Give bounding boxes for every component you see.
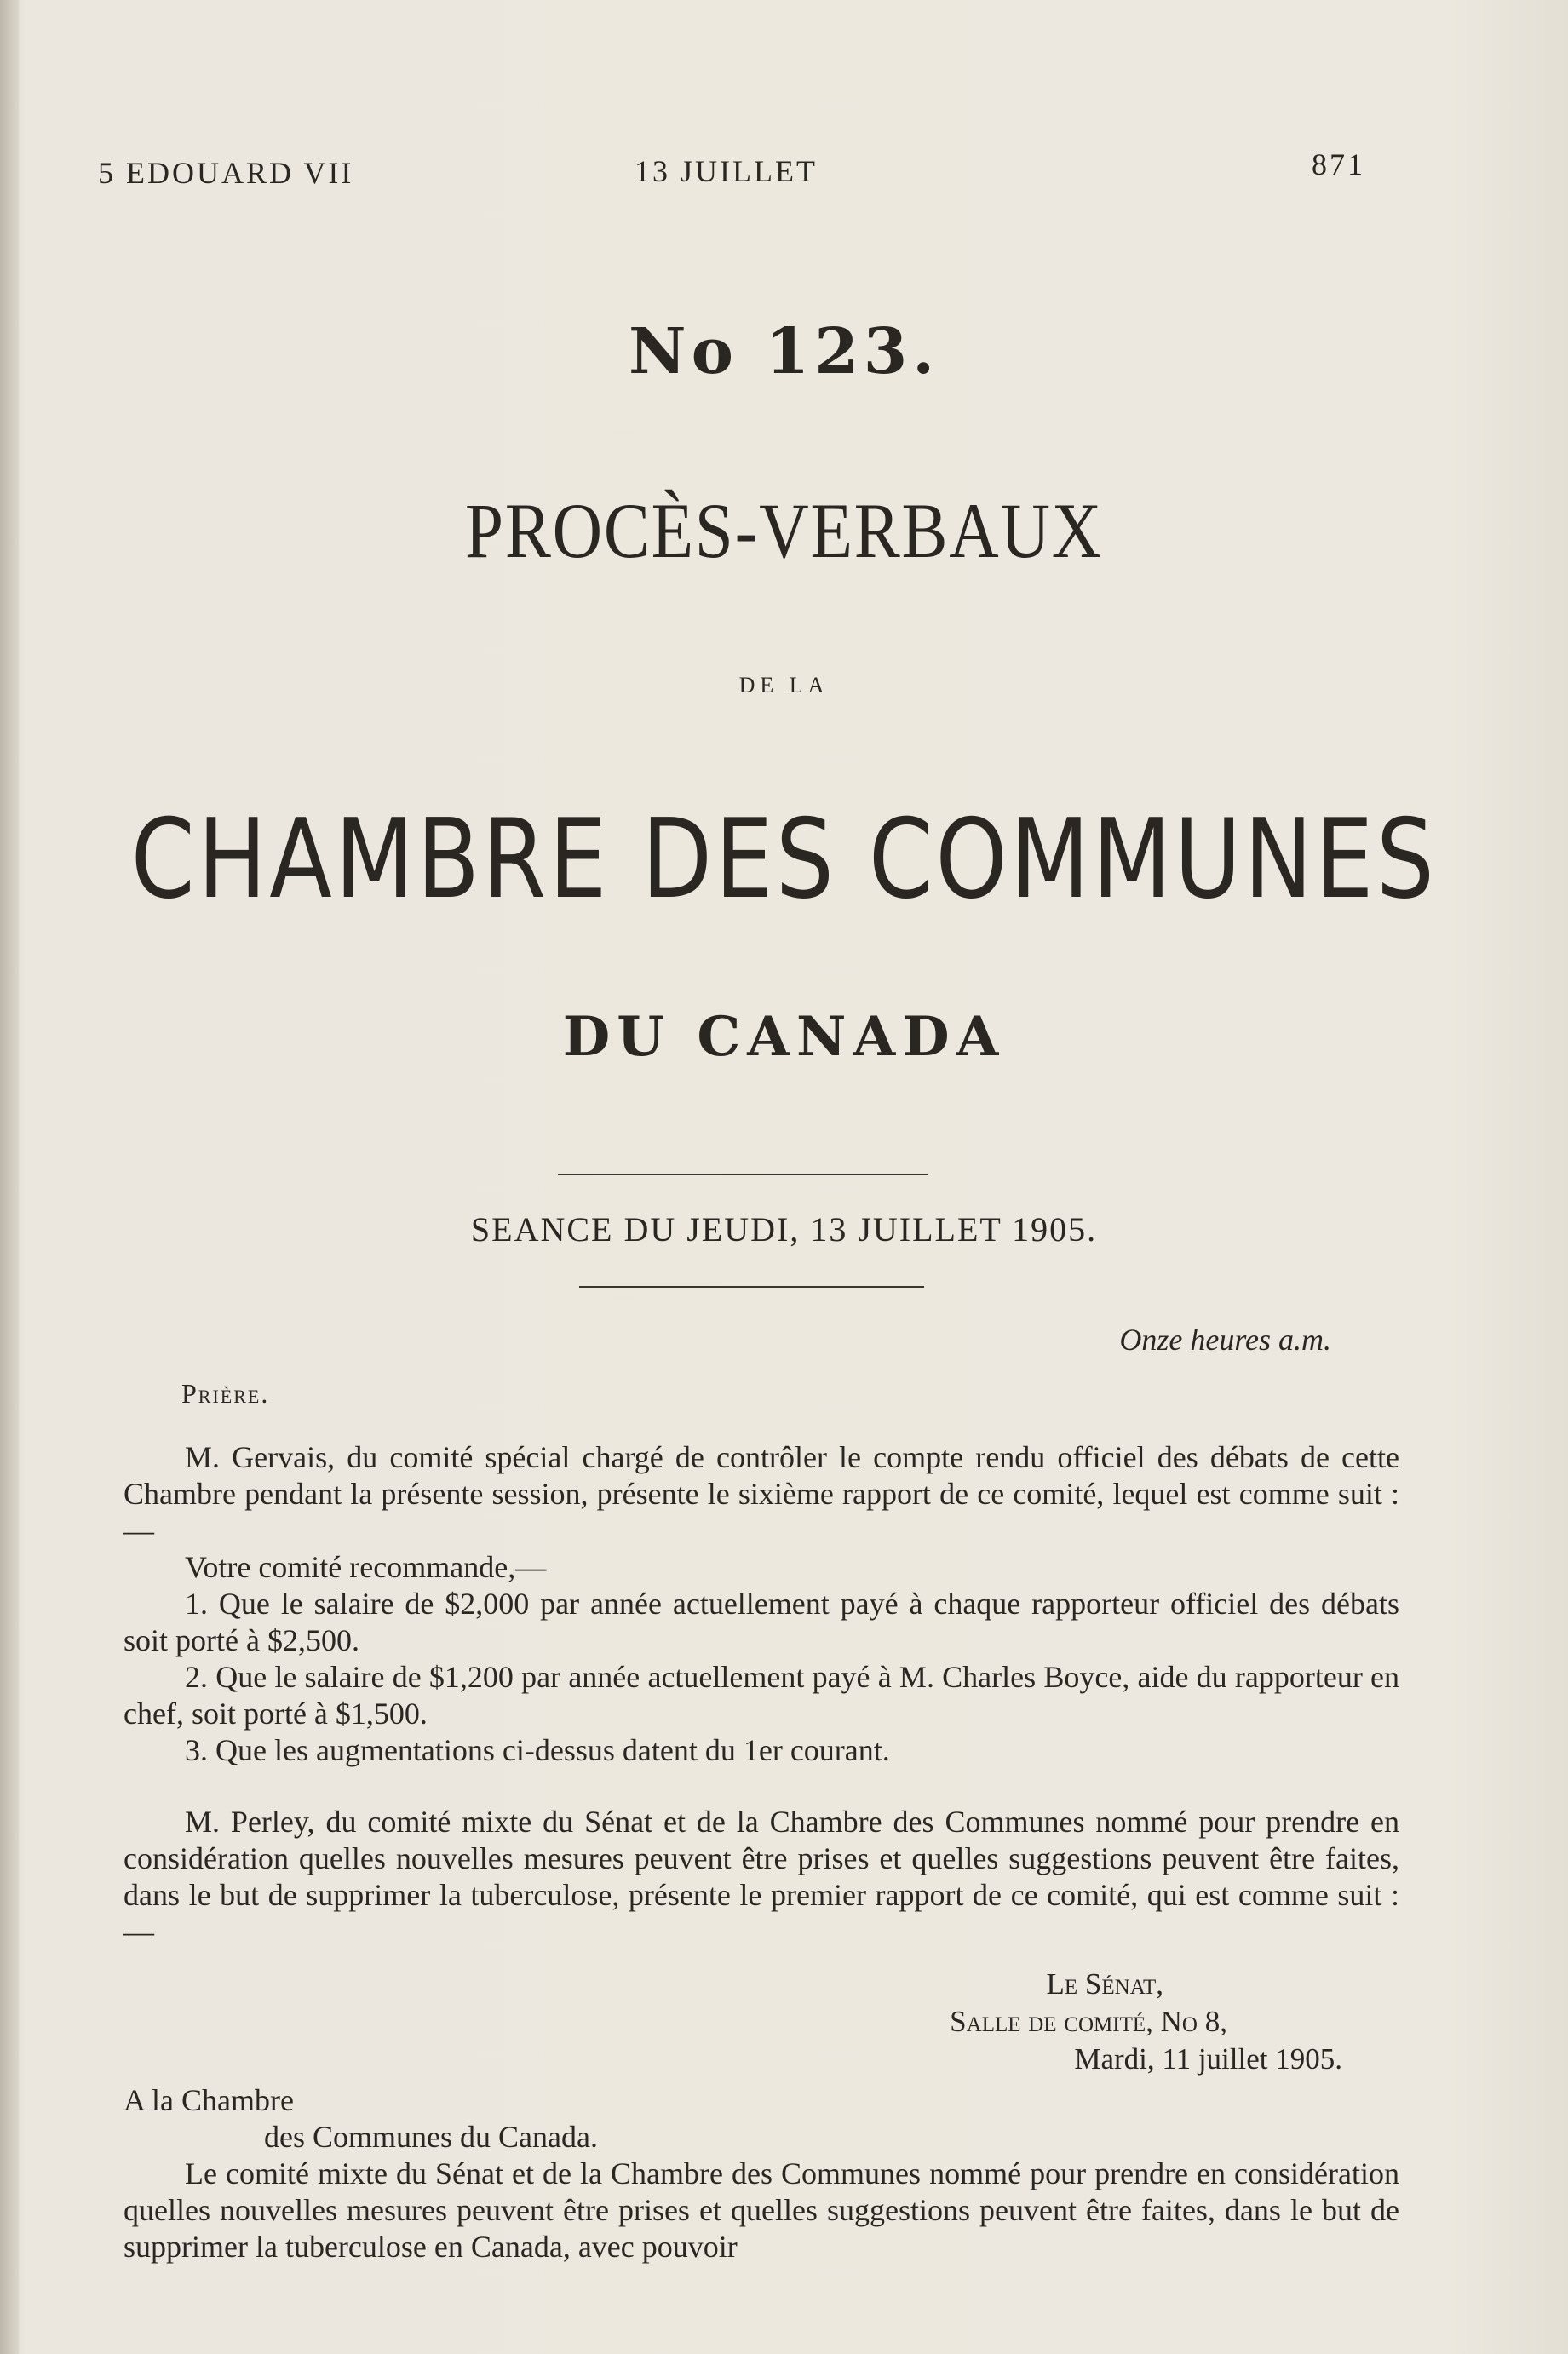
divider-rule bbox=[558, 1174, 928, 1175]
letter-address bbox=[950, 1966, 1342, 2078]
address-line-text: Mardi, 11 juillet 1905. bbox=[1074, 2042, 1342, 2076]
running-head bbox=[0, 145, 1568, 196]
letter-body bbox=[123, 2082, 1399, 2265]
letter-recipient: A la Chambre bbox=[123, 2083, 294, 2117]
address-line: Le Sénat, bbox=[1046, 1967, 1163, 2001]
seance-heading: SEANCE DU JEUDI, 13 JUILLET 1905. bbox=[470, 1210, 1098, 1249]
priere-heading: Prière. bbox=[181, 1378, 270, 1409]
address-line bbox=[950, 2041, 1342, 2078]
divider-rule bbox=[579, 1286, 924, 1288]
page-number: 871 bbox=[1312, 147, 1365, 181]
report-item: 3. Que les augmentations ci-dessus datent du 1er courant. bbox=[185, 1733, 890, 1767]
document-number: No 123. bbox=[629, 315, 939, 388]
running-head-center: 13 JUILLET bbox=[635, 154, 818, 188]
report-item: 1. Que le salaire de $2,000 par année actuellement payé à chaque rapporteur officiel des débats soit porté à $2,500. bbox=[123, 1587, 1399, 1657]
report-item: 2. Que le salaire de $1,200 par année actuellement payé à M. Charles Boyce, aide du rapporteur en chef, soit porté à $1,500. bbox=[123, 1660, 1399, 1731]
letter-paragraph: Le comité mixte du Sénat et de la Chambre des Communes nommé pour prendre en considération quelles nouvelles mesures peuvent être prises et quelles suggestions peuvent être faites, dans le but de supprimer la tuberculose en Canada, avec pouvoir bbox=[123, 2156, 1399, 2264]
running-head-left: 5 EDOUARD VII bbox=[98, 156, 354, 190]
report-perley bbox=[123, 1804, 1399, 1950]
report-paragraph: M. Perley, du comité mixte du Sénat et de la Chambre des Communes nommé pour prendre en considération quelles nouvelles mesures peuvent être prises et quelles suggestions peuvent être faites, dans le but de supprimer la tuberculose, présente le premier rapport de ce comité, qui est comme suit :— bbox=[123, 1805, 1399, 1949]
address-line bbox=[950, 2003, 1227, 2041]
title-de-la: DE LA bbox=[738, 673, 830, 698]
report-paragraph: Votre comité recommande,— bbox=[185, 1550, 547, 1584]
report-gervais bbox=[123, 1439, 1399, 1769]
report-paragraph: M. Gervais, du comité spécial chargé de contrôler le compte rendu officiel des débats de cette Chambre pendant la présente session, présente le sixième rapport de ce comité, lequel est comme suit :— bbox=[123, 1440, 1399, 1547]
title-chambre-des-communes: CHAMBRE DES COMMUNES bbox=[130, 796, 1438, 923]
session-time: Onze heures a.m. bbox=[1119, 1323, 1331, 1357]
address-line-text: Salle de comité, No 8, bbox=[950, 2005, 1227, 2038]
title-proces-verbaux: PROCÈS-VERBAUX bbox=[465, 487, 1103, 574]
title-du-canada: DU CANADA bbox=[562, 1005, 1006, 1069]
letter-recipient: des Communes du Canada. bbox=[264, 2120, 598, 2154]
